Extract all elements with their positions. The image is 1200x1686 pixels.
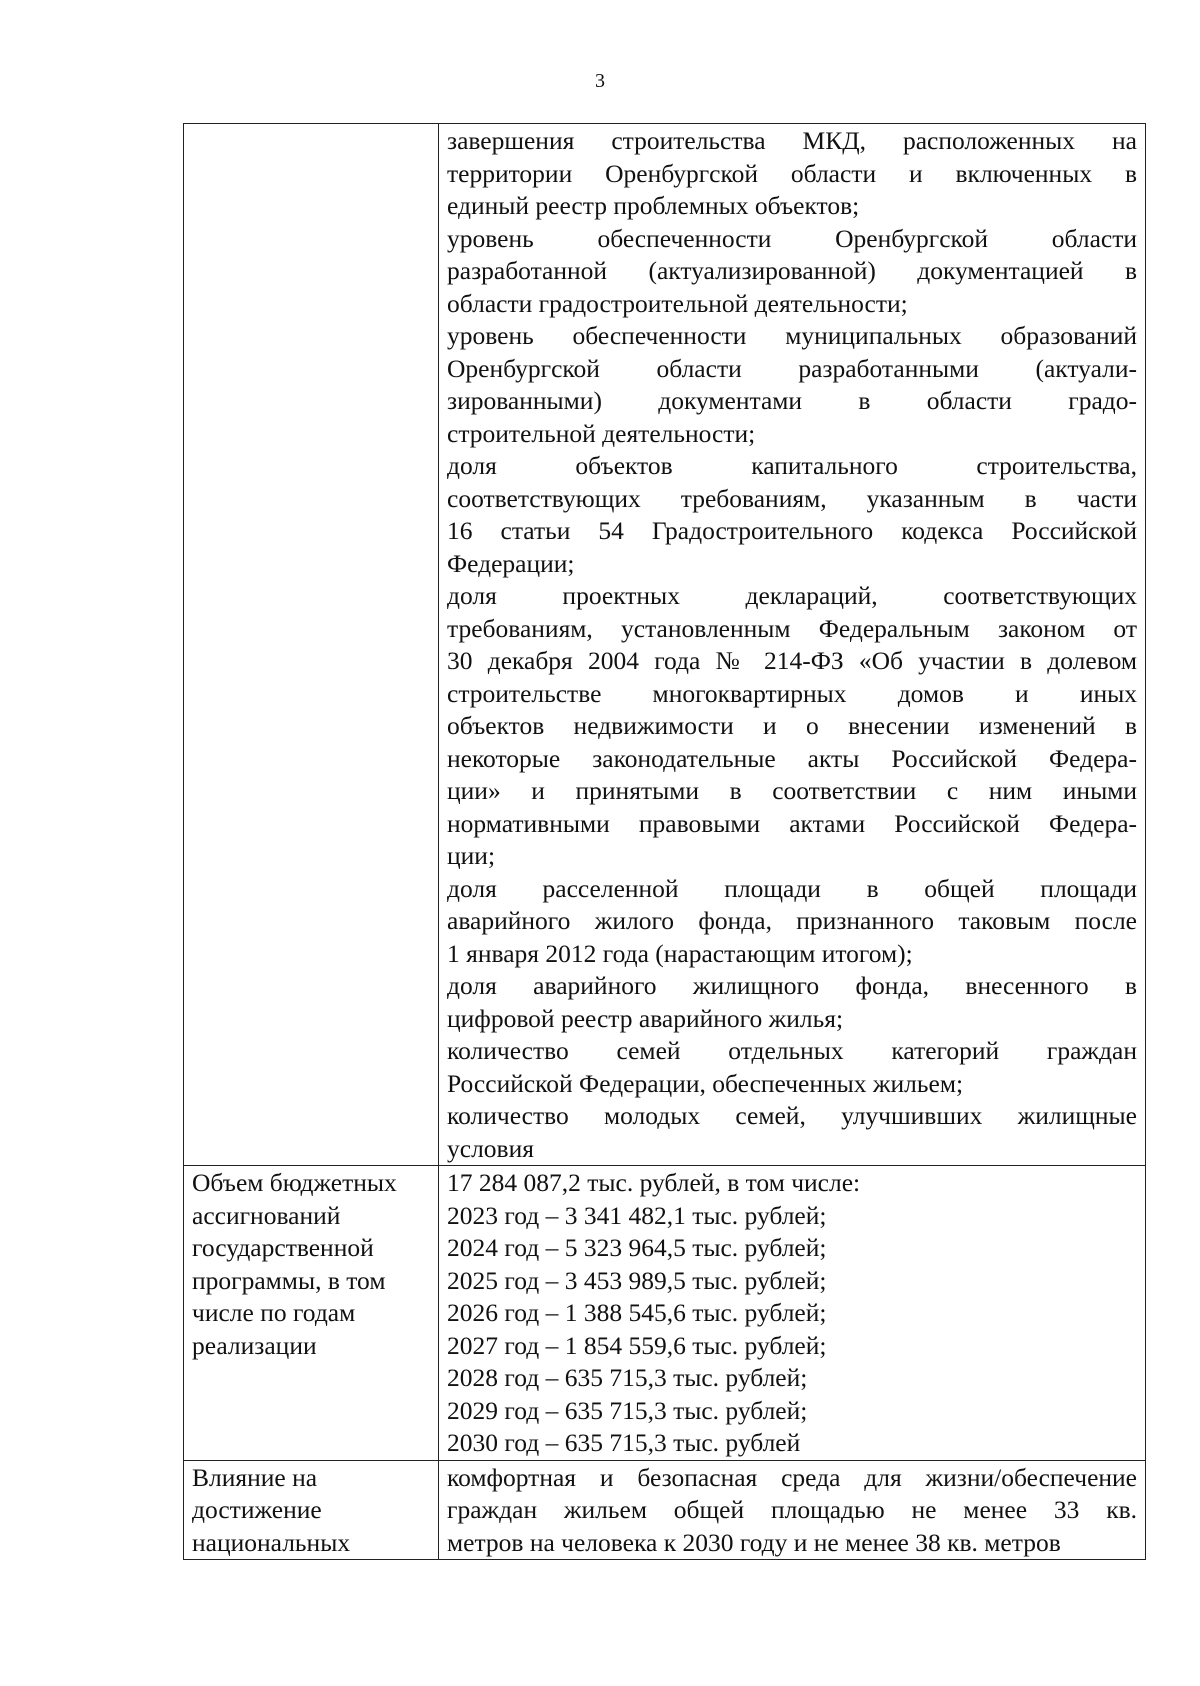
budget-label-line: Объем бюджетных (192, 1168, 397, 1197)
indicator-line: условия (447, 1133, 534, 1163)
indicator-line: 16 статьи 54 Градостроительного кодекса Российской (447, 516, 1137, 545)
budget-label-line: числе по годам (192, 1298, 356, 1327)
budget-amount-line: 2025 год – 3 453 989,5 тыс. рублей; (447, 1265, 827, 1295)
budget-amount-line: 2024 год – 5 323 964,5 тыс. рублей; (447, 1233, 827, 1262)
indicator-line: 30 декабря 2004 года № 214-ФЗ «Об участии в долевом (447, 646, 1137, 675)
budget-amount-line: 2026 год – 1 388 545,6 тыс. рублей; (447, 1298, 827, 1327)
indicator-line: единый реестр проблемных объектов; (447, 191, 860, 220)
indicator-line: завершения строительства МКД, расположенных на (447, 126, 1137, 155)
indicator-line: уровень обеспеченности Оренбургской области (447, 223, 1137, 253)
indicator-line: уровень обеспеченности муниципальных образований (447, 321, 1137, 350)
indicator-line: цифровой реестр аварийного жилья; (447, 1003, 844, 1033)
indicator-line: Федерации; (447, 548, 575, 578)
indicator-item (447, 970, 1137, 1035)
goals-label-line: Влияние на (192, 1462, 318, 1492)
indicator-line: Оренбургской области разработанными (актуали- (447, 353, 1137, 383)
table-row-budget (184, 1166, 1146, 1461)
indicator-item (447, 1100, 1137, 1165)
indicator-line: разработанной (актуализированной) документацией в (447, 256, 1137, 285)
indicator-line: области градостроительной деятельности; (447, 288, 908, 318)
indicator-line: Российской Федерации, обеспеченных жильем; (447, 1068, 964, 1098)
indicator-line: соответствующих требованиям, указанным в части (447, 483, 1137, 513)
goals-value-line: комфортная и безопасная среда для жизни/обеспечение (447, 1462, 1137, 1492)
budget-label-line: ассигнований (192, 1200, 341, 1230)
indicator-line: требованиям, установленным Федеральным законом от (447, 613, 1137, 643)
budget-amount-line: 2023 год – 3 341 482,1 тыс. рублей; (447, 1200, 827, 1230)
indicator-item (447, 320, 1137, 450)
indicator-line: строительстве многоквартирных домов и иных (447, 678, 1137, 708)
row-value-cell (439, 124, 1146, 1166)
indicator-item (447, 873, 1137, 971)
indicator-line: некоторые законодательные акты Российской Федера- (447, 743, 1137, 773)
indicator-line: доля аварийного жилищного фонда, внесенного в (447, 971, 1137, 1000)
goals-label-line: национальных (192, 1527, 351, 1557)
budget-amount-line: 17 284 087,2 тыс. рублей, в том числе: (447, 1168, 861, 1197)
indicator-line: доля проектных деклараций, соответствующих (447, 581, 1137, 610)
indicator-line: объектов недвижимости и о внесении изменений в (447, 711, 1137, 740)
table-row-indicators (184, 124, 1146, 1166)
budget-label-line: государственной (192, 1233, 374, 1262)
table-row-national-goals (184, 1460, 1146, 1560)
indicator-line: ции» и принятыми в соответствии с ним иными (447, 776, 1137, 805)
row-label-cell (184, 1166, 439, 1461)
indicator-line: аварийного жилого фонда, признанного таковым после (447, 906, 1137, 935)
indicator-line: территории Оренбургской области и включенных в (447, 158, 1137, 188)
indicator-line: доля объектов капитального строительства, (447, 451, 1137, 480)
indicator-line: доля расселенной площади в общей площади (447, 873, 1137, 903)
indicator-item (447, 125, 1137, 223)
indicator-line: 1 января 2012 года (нарастающим итогом); (447, 938, 913, 968)
indicator-item (447, 1035, 1137, 1100)
row-value-cell (439, 1460, 1146, 1560)
goals-label-line: достижение (192, 1495, 322, 1524)
budget-label-line: программы, в том (192, 1265, 386, 1295)
indicator-line: нормативными правовыми актами Российской Федера- (447, 808, 1137, 838)
indicator-line: количество молодых семей, улучшивших жилищные (447, 1101, 1137, 1130)
indicator-line: ции; (447, 841, 496, 870)
row-value-cell (439, 1166, 1146, 1461)
page-number: 3 (595, 70, 605, 92)
budget-amount-line: 2029 год – 635 715,3 тыс. рублей; (447, 1395, 808, 1425)
indicator-item (447, 223, 1137, 321)
budget-amount-line: 2027 год – 1 854 559,6 тыс. рублей; (447, 1330, 827, 1360)
budget-amount-line: 2030 год – 635 715,3 тыс. рублей (447, 1428, 801, 1457)
goals-value-line: метров на человека к 2030 году и не менее 38 кв. метров (447, 1527, 1061, 1557)
program-passport-table (183, 123, 1146, 1560)
indicator-line: зированными) документами в области градо- (447, 386, 1137, 415)
row-label-cell (184, 1460, 439, 1560)
row-label-cell (184, 124, 439, 1166)
indicator-item (447, 580, 1137, 873)
indicator-line: строительной деятельности; (447, 418, 756, 448)
goals-value-line: граждан жильем общей площадью не менее 33 кв. (447, 1495, 1137, 1524)
indicator-item (447, 450, 1137, 580)
indicator-line: количество семей отдельных категорий граждан (447, 1036, 1137, 1065)
budget-label-line: реализации (192, 1330, 317, 1360)
budget-amount-line: 2028 год – 635 715,3 тыс. рублей; (447, 1363, 808, 1392)
